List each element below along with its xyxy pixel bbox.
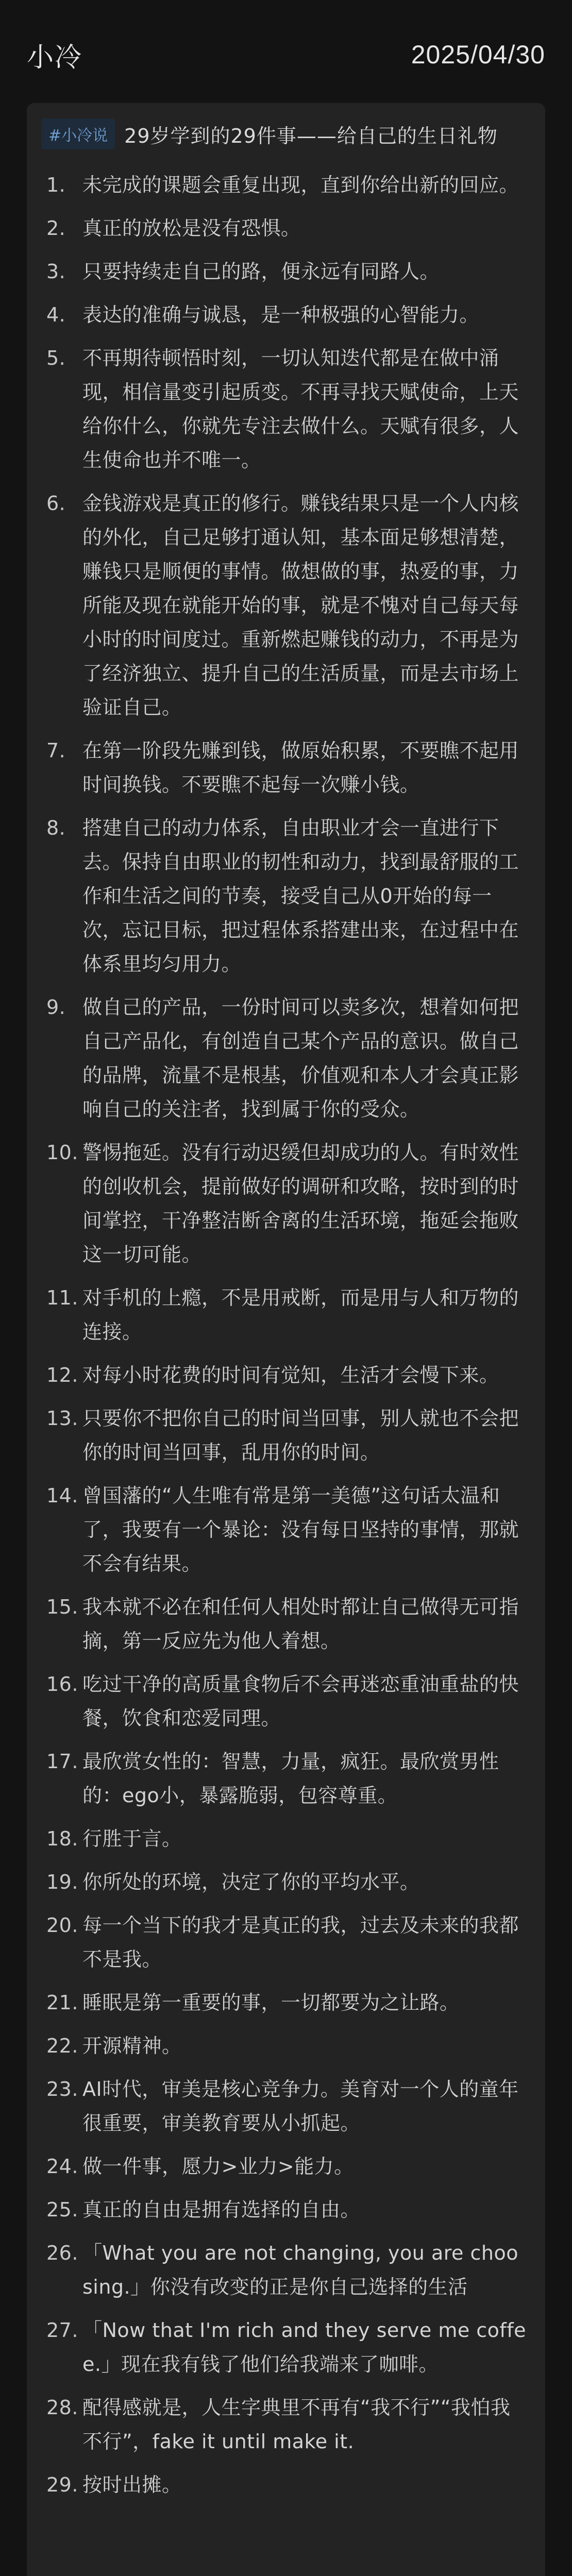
list-item-text: 在第一阶段先赚到钱，做原始积累，不要瞧不起用时间换钱。不要瞧不起每一次赚小钱。 bbox=[82, 739, 519, 796]
list-item-number: 18. bbox=[46, 1827, 78, 1850]
list-item-text: 搭建自己的动力体系，自由职业才会一直进行下去。保持自由职业的韧性和动力，找到最舒服的工作和生活之间的节奏，接受自己从0开始的每一次，忘记目标，把过程体系搭建出来，在过程中在体系里均匀用力。 bbox=[82, 817, 519, 975]
list-item-text: 不再期待顿悟时刻，一切认知迭代都是在做中涌现，相信量变引起质变。不再寻找天赋使命，上天给你什么，你就先专注去做什么。天赋有很多，人生使命也并不唯一。 bbox=[82, 347, 519, 471]
list-item-number: 4. bbox=[46, 303, 66, 326]
list-item bbox=[41, 1744, 527, 1812]
hashtag-tag[interactable]: #小冷说 bbox=[41, 118, 115, 149]
list-item-text: 按时出摊。 bbox=[82, 2473, 182, 2496]
list-item-text: AI时代，审美是核心竞争力。美育对一个人的童年很重要，审美教育要从小抓起。 bbox=[82, 2078, 519, 2134]
list-item bbox=[41, 1908, 527, 1976]
list-item bbox=[41, 341, 527, 477]
list-item-text: 金钱游戏是真正的修行。赚钱结果只是一个人内核的外化，自己足够打通认知，基本面足够想清楚，赚钱只是顺便的事情。做想做的事，热爱的事，力所能及现在就能开始的事，就是不愧对自己每天每小时的时间度过。重新燃起赚钱的动力，不再是为了经济独立、提升自己的生活质量，而是去市场上验证自己。 bbox=[82, 492, 519, 719]
list-item bbox=[41, 1590, 527, 1658]
list-item-number: 21. bbox=[46, 1991, 78, 2014]
list-item-number: 1. bbox=[46, 174, 66, 196]
list-item-number: 14. bbox=[46, 1484, 78, 1507]
memo-card bbox=[27, 103, 545, 2576]
list-item bbox=[41, 1358, 527, 1392]
list-item-number: 20. bbox=[46, 1914, 78, 1937]
list-item bbox=[41, 1667, 527, 1735]
list-item-number: 7. bbox=[46, 739, 66, 762]
list-item-number: 28. bbox=[46, 2396, 78, 2419]
author-name: 小冷 bbox=[27, 42, 83, 73]
list-item-text: 最欣赏女性的：智慧，力量，疯狂。最欣赏男性的：ego小，暴露脆弱，包容尊重。 bbox=[82, 1750, 499, 1807]
list-item-number: 16. bbox=[46, 1673, 78, 1696]
list-item-number: 9. bbox=[46, 996, 66, 1019]
list-item bbox=[41, 2072, 527, 2140]
list-item bbox=[41, 1136, 527, 1272]
list-item bbox=[41, 2313, 527, 2381]
list-item bbox=[41, 2193, 527, 2227]
list-item-text: 真正的放松是没有恐惧。 bbox=[82, 217, 301, 240]
list-item-text: 未完成的课题会重复出现，直到你给出新的回应。 bbox=[82, 174, 519, 196]
list-item-text: 睡眠是第一重要的事，一切都要为之让路。 bbox=[82, 1991, 460, 2014]
list-item bbox=[41, 2029, 527, 2063]
list-item-number: 15. bbox=[46, 1596, 78, 1618]
list-item-number: 26. bbox=[46, 2242, 78, 2264]
list-item bbox=[41, 298, 527, 332]
list-item bbox=[41, 168, 527, 202]
list-item-text: 配得感就是，人生字典里不再有“我不行”“我怕我不行”，fake it until make it. bbox=[82, 2396, 511, 2453]
memo-header bbox=[27, 34, 545, 75]
list-item-number: 8. bbox=[46, 817, 66, 839]
list-item-number: 17. bbox=[46, 1750, 78, 1773]
list-item-text: 你所处的环境，决定了你的平均水平。 bbox=[82, 1871, 420, 1893]
list-item-text: 表达的准确与诚恳，是一种极强的心智能力。 bbox=[82, 303, 480, 326]
list-item-text: 「What you are not changing, you are choosing.」你没有改变的正是你自己选择的生活 bbox=[82, 2242, 518, 2298]
list-item-text: 只要持续走自己的路，便永远有同路人。 bbox=[82, 260, 440, 283]
list-item-number: 29. bbox=[46, 2473, 78, 2496]
list-item bbox=[41, 1479, 527, 1581]
list-item-number: 27. bbox=[46, 2319, 78, 2342]
list-item bbox=[41, 811, 527, 981]
memo-list bbox=[41, 168, 527, 2502]
list-item bbox=[41, 2149, 527, 2183]
list-item-number: 6. bbox=[46, 492, 66, 515]
list-item-number: 25. bbox=[46, 2198, 78, 2221]
list-item-number: 19. bbox=[46, 1871, 78, 1893]
list-item bbox=[41, 211, 527, 245]
list-item-number: 2. bbox=[46, 217, 66, 240]
list-item-text: 警惕拖延。没有行动迟缓但却成功的人。有时效性的创收机会，提前做好的调研和攻略，按时到的时间掌控，干净整洁断舍离的生活环境，拖延会拖败这一切可能。 bbox=[82, 1141, 519, 1266]
list-item-text: 吃过干净的高质量食物后不会再迷恋重油重盐的快餐，饮食和恋爱同理。 bbox=[82, 1673, 519, 1730]
list-item-text: 对每小时花费的时间有觉知，生活才会慢下来。 bbox=[82, 1364, 499, 1386]
list-item bbox=[41, 255, 527, 289]
list-item bbox=[41, 486, 527, 724]
list-item-text: 「Now that I'm rich and they serve me coffee.」现在我有钱了他们给我端来了咖啡。 bbox=[82, 2319, 527, 2376]
list-item bbox=[41, 1822, 527, 1856]
list-item-number: 12. bbox=[46, 1364, 78, 1386]
list-item-text: 做自己的产品，一份时间可以卖多次，想着如何把自己产品化，有创造自己某个产品的意识。做自己的品牌，流量不是根基，价值观和本人才会真正影响自己的关注者，找到属于你的受众。 bbox=[82, 996, 519, 1121]
list-item-number: 10. bbox=[46, 1141, 78, 1164]
list-item-text: 真正的自由是拥有选择的自由。 bbox=[82, 2198, 361, 2221]
list-item-text: 每一个当下的我才是真正的我，过去及未来的我都不是我。 bbox=[82, 1914, 519, 1971]
list-item-number: 23. bbox=[46, 2078, 78, 2100]
memo-title: 29岁学到的29件事——给自己的生日礼物 bbox=[124, 124, 498, 147]
list-item-text: 对手机的上瘾，不是用戒断，而是用与人和万物的连接。 bbox=[82, 1286, 519, 1343]
list-item-number: 24. bbox=[46, 2155, 78, 2178]
list-item-number: 22. bbox=[46, 2035, 78, 2057]
list-item-number: 3. bbox=[46, 260, 66, 283]
list-item-text: 只要你不把你自己的时间当回事，别人就也不会把你的时间当回事，乱用你的时间。 bbox=[82, 1407, 519, 1464]
list-item-text: 曾国藩的“人生唯有常是第一美德”这句话太温和了，我要有一个暴论：没有每日坚持的事情，那就不会有结果。 bbox=[82, 1484, 519, 1575]
list-item-number: 13. bbox=[46, 1407, 78, 1430]
list-item-number: 11. bbox=[46, 1286, 78, 1309]
list-item-number: 5. bbox=[46, 347, 66, 369]
list-item bbox=[41, 990, 527, 1126]
list-item-text: 行胜于言。 bbox=[82, 1827, 182, 1850]
list-item bbox=[41, 1986, 527, 2020]
memo-date: 2025/04/30 bbox=[411, 40, 545, 69]
memo-title-row bbox=[41, 118, 527, 149]
list-item bbox=[41, 2236, 527, 2304]
list-item bbox=[41, 1401, 527, 1469]
list-item bbox=[41, 734, 527, 802]
list-item bbox=[41, 2391, 527, 2459]
list-item-text: 开源精神。 bbox=[82, 2035, 182, 2057]
list-item bbox=[41, 1865, 527, 1899]
list-item bbox=[41, 1281, 527, 1349]
list-item-text: 我本就不必在和任何人相处时都让自己做得无可指摘，第一反应先为他人着想。 bbox=[82, 1596, 519, 1652]
list-item-text: 做一件事，愿力>业力>能力。 bbox=[82, 2155, 354, 2178]
list-item bbox=[41, 2468, 527, 2502]
